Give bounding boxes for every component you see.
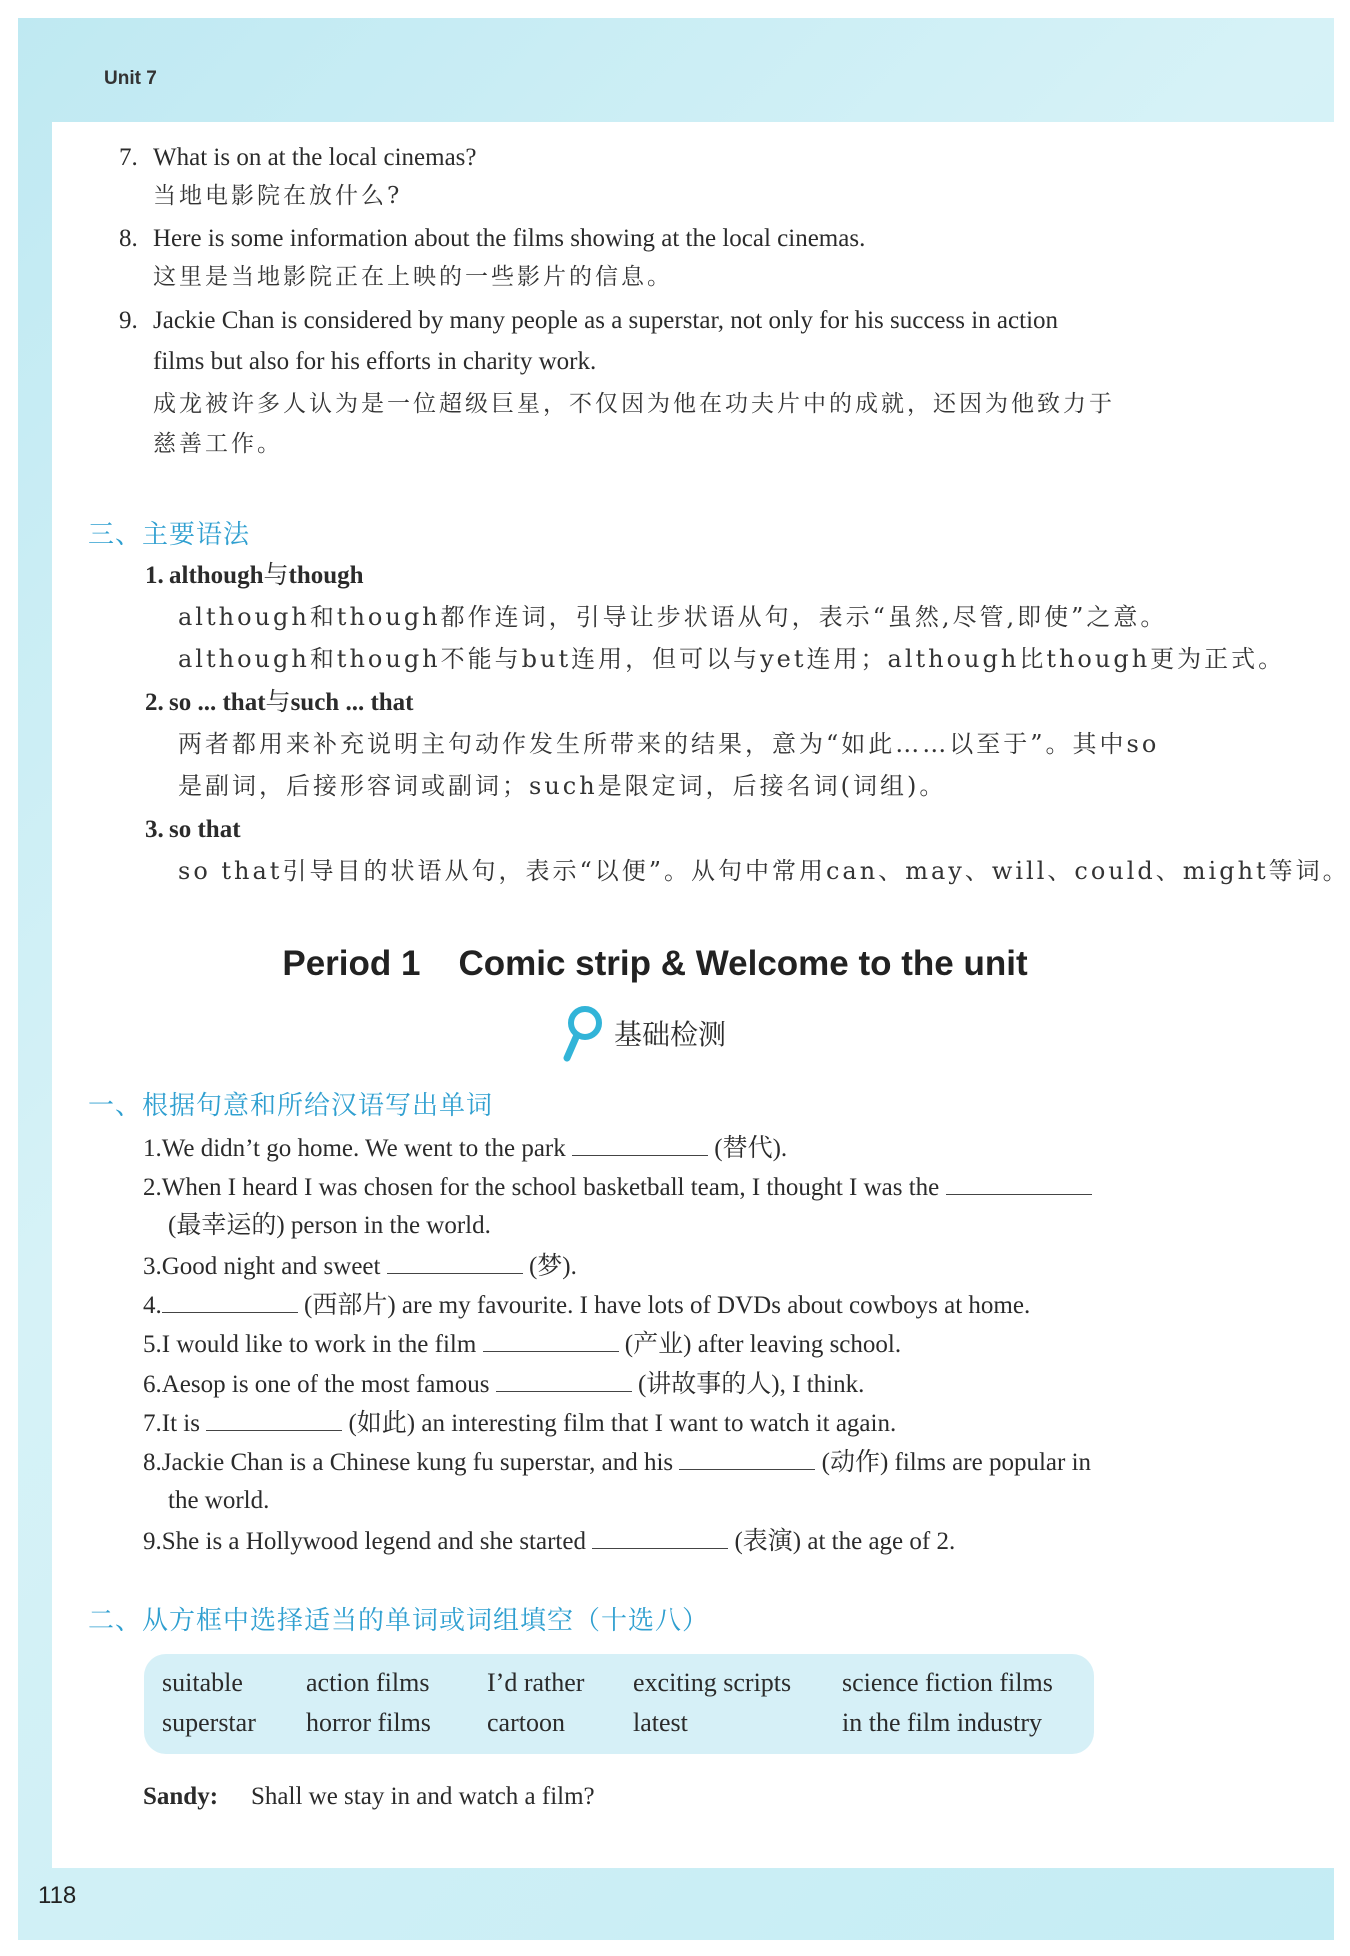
word-option: in the film industry <box>842 1708 1043 1737</box>
grammar-item-1-title: 1. although与though <box>145 562 364 589</box>
word-option: action films <box>306 1668 430 1697</box>
answer-blank[interactable] <box>496 1371 632 1392</box>
exercise-1-item-8: 8.Jackie Chan is a Chinese kung fu superstar, and his (动作) films are popular in <box>143 1449 1092 1476</box>
grammar-heading: 三、主要语法 <box>88 520 251 550</box>
word-option: horror films <box>306 1708 431 1737</box>
answer-blank[interactable] <box>572 1135 708 1156</box>
exercise-1-item-7: 7.It is (如此) an interesting film that I want to watch it again. <box>143 1410 897 1437</box>
sentence-8-translation: 这里是当地影院正在上映的一些影片的信息。 <box>153 264 673 290</box>
word-option: exciting scripts <box>633 1668 792 1697</box>
answer-blank[interactable] <box>387 1253 523 1274</box>
answer-blank[interactable] <box>946 1174 1092 1195</box>
word-option: I’d rather <box>487 1668 585 1697</box>
exercise-1-item-6: 6.Aesop is one of the most famous (讲故事的人), I think. <box>143 1371 865 1398</box>
grammar-item-3-line-1: so that引导目的状语从句，表示“以便”。从句中常用can、may、will、could、might等词。 <box>178 857 1350 885</box>
period-title: Period 1 Comic strip & Welcome to the unit <box>282 944 1028 983</box>
answer-blank[interactable] <box>679 1449 815 1470</box>
answer-blank[interactable] <box>483 1331 619 1352</box>
grammar-item-2-line-1: 两者都用来补充说明主句动作发生所带来的结果，意为“如此……以至于”。其中so <box>178 730 1160 758</box>
answer-blank[interactable] <box>592 1528 728 1549</box>
dialogue-speaker: Sandy: <box>143 1783 219 1810</box>
word-option: latest <box>633 1708 688 1737</box>
exercise-1-item-9: 9.She is a Hollywood legend and she started (表演) at the age of 2. <box>143 1528 956 1555</box>
section-badge <box>560 1004 726 1062</box>
exercise-1-heading: 一、根据句意和所给汉语写出单词 <box>88 1091 494 1121</box>
answer-blank[interactable] <box>162 1292 298 1313</box>
sentence-7: 7. What is on at the local cinemas? <box>119 144 477 171</box>
sentence-9: 9. Jackie Chan is considered by many people as a superstar, not only for his success in action <box>119 307 1059 334</box>
word-option: cartoon <box>487 1708 565 1737</box>
magnifier-icon <box>560 1004 604 1062</box>
grammar-item-3-title: 3. so that <box>145 816 241 843</box>
exercise-1-item-2-cont: (最幸运的) person in the world. <box>168 1212 491 1239</box>
grammar-item-1-line-1: although和though都作连词，引导让步状语从句，表示“虽然,尽管,即使”之意。 <box>178 603 1168 631</box>
grammar-item-1-line-2: although和though不能与but连用，但可以与yet连用；although比though更为正式。 <box>178 645 1286 673</box>
exercise-1-item-8-cont: the world. <box>168 1487 270 1514</box>
word-option: superstar <box>162 1708 256 1737</box>
sentence-8: 8. Here is some information about the films showing at the local cinemas. <box>119 225 866 252</box>
grammar-item-2-title: 2. so ... that与such ... that <box>145 689 414 716</box>
exercise-2-heading: 二、从方框中选择适当的单词或词组填空（十选八） <box>88 1606 710 1636</box>
word-option: science fiction films <box>842 1668 1053 1697</box>
section-badge-label: 基础检测 <box>614 1018 727 1051</box>
sentence-9-translation-cont: 慈善工作。 <box>153 431 283 457</box>
sentence-7-translation: 当地电影院在放什么? <box>153 183 403 209</box>
dialogue-text: Shall we stay in and watch a film? <box>251 1783 595 1810</box>
exercise-1-item-1: 1.We didn’t go home. We went to the park (替代). <box>143 1135 788 1162</box>
word-box <box>144 1654 1094 1754</box>
exercise-1-item-5: 5.I would like to work in the film (产业) after leaving school. <box>143 1331 902 1358</box>
exercise-1-item-2: 2.When I heard I was chosen for the school basketball team, I thought I was the <box>143 1174 1092 1200</box>
grammar-item-2-line-2: 是副词，后接形容词或副词；such是限定词，后接名词(词组)。 <box>178 772 947 800</box>
exercise-1-item-4: 4. (西部片) are my favourite. I have lots of DVDs about cowboys at home. <box>143 1292 1031 1319</box>
sentence-9-cont: films but also for his efforts in charity work. <box>153 348 597 375</box>
page-number: 118 <box>38 1882 77 1909</box>
dialogue-line <box>143 1784 595 1809</box>
exercise-1-item-3: 3.Good night and sweet (梦). <box>143 1253 577 1280</box>
answer-blank[interactable] <box>206 1410 342 1431</box>
word-option: suitable <box>162 1668 243 1697</box>
unit-label: Unit 7 <box>104 68 157 89</box>
sentence-9-translation: 成龙被许多人认为是一位超级巨星，不仅因为他在功夫片中的成就，还因为他致力于 <box>153 391 1115 417</box>
